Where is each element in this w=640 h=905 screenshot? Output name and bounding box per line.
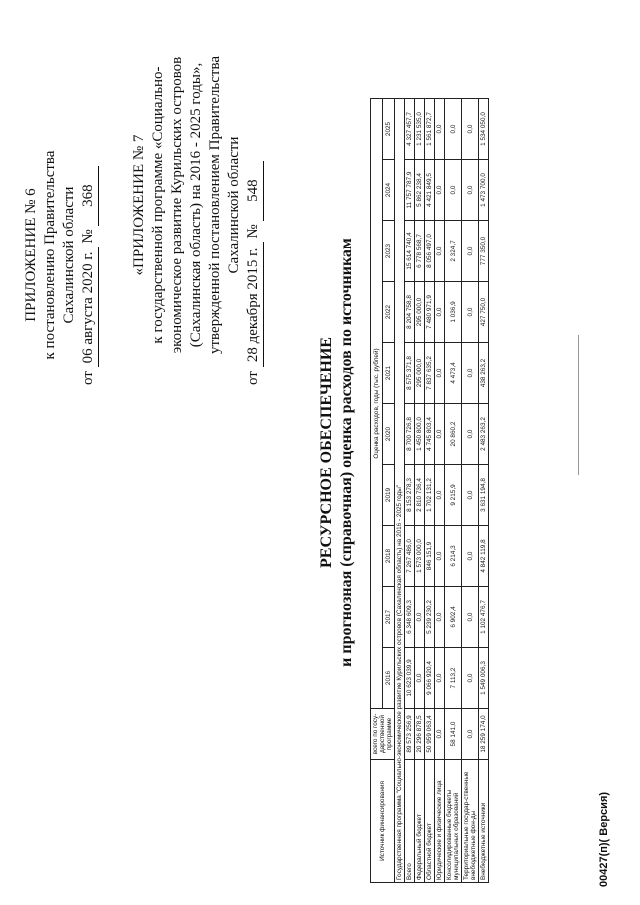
year-value-cell: 4 473,4 xyxy=(445,343,462,404)
year-value-cell: 9 215,9 xyxy=(445,465,462,526)
row-source-label: Внебюджетные источники xyxy=(479,760,489,883)
row-source-label: Федеральный бюджет xyxy=(415,760,425,883)
appendix-7-line: Сахалинской области xyxy=(226,136,242,274)
year-value-cell: 0,0 xyxy=(462,465,479,526)
year-value-cell: 0,0 xyxy=(445,160,462,221)
appendix-6-line: Сахалинской области xyxy=(61,186,77,324)
appendix-6-header xyxy=(22,125,99,385)
year-value-cell: 438 263,2 xyxy=(479,343,489,404)
row-total-cell: 18 259 174,0 xyxy=(479,709,489,760)
year-value-cell: 1 231 535,0 xyxy=(415,99,425,160)
year-value-cell: 7 113,2 xyxy=(445,648,462,709)
row-total-cell: 50 959 063,4 xyxy=(425,709,435,760)
number-prefix: № xyxy=(80,229,96,244)
year-value-cell: 0,0 xyxy=(415,648,425,709)
year-value-cell: 1 450 800,0 xyxy=(415,404,425,465)
appendix-6-date: 06 августа 2020 г. xyxy=(79,247,99,367)
year-value-cell: 1 549 006,3 xyxy=(479,648,489,709)
year-value-cell: 3 631 194,8 xyxy=(479,465,489,526)
row-source-label: Территориальные государ-ственные внебюджетные фон-ды xyxy=(462,760,479,883)
appendix-7-date: 28 декабря 2015 г. xyxy=(244,242,264,367)
year-value-cell: 427 750,0 xyxy=(479,282,489,343)
row-total-cell: 0,0 xyxy=(462,709,479,760)
year-header: 2022 xyxy=(383,282,395,343)
appendix-6-title: ПРИЛОЖЕНИЕ № 6 xyxy=(23,188,39,322)
year-value-cell: 295 000,0 xyxy=(415,343,425,404)
year-value-cell: 6 902,4 xyxy=(445,587,462,648)
year-header: 2021 xyxy=(383,343,395,404)
year-value-cell: 0,0 xyxy=(462,282,479,343)
doc-subtitle: и прогнозная (справочная) оценка расходов по источникам xyxy=(338,238,355,667)
year-value-cell: 1 561 872,7 xyxy=(425,99,435,160)
year-value-cell: 11 757 787,9 xyxy=(405,160,415,221)
table-row xyxy=(425,99,435,883)
year-header: 2016 xyxy=(383,648,395,709)
year-value-cell: 6 214,3 xyxy=(445,526,462,587)
year-value-cell: 0,0 xyxy=(462,587,479,648)
year-header: 2020 xyxy=(383,404,395,465)
table-row xyxy=(435,99,445,883)
doc-title: РЕСУРСНОЕ ОБЕСПЕЧЕНИЕ xyxy=(318,337,335,568)
year-value-cell: 4 842 119,8 xyxy=(479,526,489,587)
year-value-cell: 1 102 476,7 xyxy=(479,587,489,648)
appendix-7-line: (Сахалинская область) на 2016 - 2025 годы», xyxy=(188,62,204,348)
year-value-cell: 0,0 xyxy=(462,343,479,404)
appendix-7-line: утвержденной постановлением Правительства xyxy=(207,55,223,355)
year-value-cell: 0,0 xyxy=(435,282,445,343)
appendix-7-header xyxy=(130,25,264,385)
year-value-cell: 0,0 xyxy=(435,465,445,526)
year-value-cell: 4 745 803,4 xyxy=(425,404,435,465)
date-prefix: от xyxy=(80,371,96,385)
appendix-7-title: «ПРИЛОЖЕНИЕ № 7 xyxy=(131,134,147,276)
date-prefix: от xyxy=(245,371,261,385)
year-value-cell: 0,0 xyxy=(435,648,445,709)
row-total-cell: 20 296 878,5 xyxy=(415,709,425,760)
year-value-cell: 1 534 050,0 xyxy=(479,99,489,160)
program-section-row: Государственная программа "Социально-экономическое развитие Курильских островов (Сахалинская область) на 2016 - 2025 годы" xyxy=(395,99,405,883)
row-total-cell: 89 573 256,9 xyxy=(405,709,415,760)
document-code: 00427(п)( Версия) xyxy=(598,791,610,887)
row-total-cell: 58 141,0 xyxy=(445,709,462,760)
row-source-label: Всего xyxy=(405,760,415,883)
year-value-cell: 0,0 xyxy=(462,221,479,282)
year-value-cell: 15 614 740,4 xyxy=(405,221,415,282)
appendix-7-line: к государственной программе «Социально- xyxy=(150,66,166,344)
year-value-cell: 0,0 xyxy=(462,648,479,709)
row-source-label: Областной бюджет xyxy=(425,760,435,883)
year-value-cell: 777 350,0 xyxy=(479,221,489,282)
row-total-cell: 0,0 xyxy=(435,709,445,760)
year-value-cell: 8 575 371,8 xyxy=(405,343,415,404)
year-value-cell: 10 623 039,9 xyxy=(405,648,415,709)
year-header: 2025 xyxy=(383,99,395,160)
col-total-header: всего по госу-дарственной программе xyxy=(371,709,395,760)
year-value-cell: 2 810 736,4 xyxy=(415,465,425,526)
year-value-cell: 6 778 568,7 xyxy=(415,221,425,282)
year-value-cell: 8 700 726,8 xyxy=(405,404,415,465)
year-value-cell: 7 480 971,9 xyxy=(425,282,435,343)
year-value-cell: 6 348 609,3 xyxy=(405,587,415,648)
year-value-cell: 0,0 xyxy=(435,526,445,587)
col-years-group-header: Оценка расходов, годы (тыс. рублей) xyxy=(371,99,383,709)
appendix-6-line: к постановлению Правительства xyxy=(42,150,58,360)
year-value-cell: 7 267 486,0 xyxy=(405,526,415,587)
row-source-label: Юридические и физические лица xyxy=(435,760,445,883)
year-header: 2019 xyxy=(383,465,395,526)
year-header: 2018 xyxy=(383,526,395,587)
year-header: 2017 xyxy=(383,587,395,648)
year-value-cell: 0,0 xyxy=(435,221,445,282)
year-value-cell: 0,0 xyxy=(435,404,445,465)
table-row xyxy=(445,99,462,883)
table-row xyxy=(415,99,425,883)
year-value-cell: 0,0 xyxy=(435,343,445,404)
year-value-cell: 1 473 700,0 xyxy=(479,160,489,221)
year-value-cell: 1 573 000,0 xyxy=(415,526,425,587)
divider xyxy=(578,335,579,475)
year-value-cell: 4 327 457,7 xyxy=(405,99,415,160)
row-source-label: Консолидированные бюджеты муниципальных образований xyxy=(445,760,462,883)
year-value-cell: 846 151,9 xyxy=(425,526,435,587)
year-value-cell: 8 056 497,0 xyxy=(425,221,435,282)
appendix-6-number: 368 xyxy=(79,166,99,226)
resource-table xyxy=(370,98,489,883)
year-header: 2023 xyxy=(383,221,395,282)
year-value-cell: 0,0 xyxy=(462,99,479,160)
year-value-cell: 20 860,2 xyxy=(445,404,462,465)
year-value-cell: 2 324,7 xyxy=(445,221,462,282)
year-value-cell: 2 483 263,2 xyxy=(479,404,489,465)
appendix-7-line: экономическое развитие Курильских островов xyxy=(169,56,185,354)
year-value-cell: 1 702 131,2 xyxy=(425,465,435,526)
year-value-cell: 1 036,9 xyxy=(445,282,462,343)
year-value-cell: 0,0 xyxy=(435,587,445,648)
year-value-cell: 7 837 635,2 xyxy=(425,343,435,404)
year-value-cell: 0,0 xyxy=(462,160,479,221)
year-value-cell: 5 239 230,2 xyxy=(425,587,435,648)
year-value-cell: 8 153 278,3 xyxy=(405,465,415,526)
year-value-cell: 9 066 920,4 xyxy=(425,648,435,709)
year-value-cell: 0,0 xyxy=(415,587,425,648)
table-row xyxy=(462,99,479,883)
year-value-cell: 0,0 xyxy=(462,404,479,465)
year-value-cell: 5 862 238,4 xyxy=(415,160,425,221)
year-value-cell: 0,0 xyxy=(435,160,445,221)
number-prefix: № xyxy=(245,224,261,239)
year-value-cell: 0,0 xyxy=(445,99,462,160)
year-value-cell: 0,0 xyxy=(435,99,445,160)
year-header: 2024 xyxy=(383,160,395,221)
appendix-7-number: 548 xyxy=(244,161,264,221)
year-value-cell: 4 421 849,5 xyxy=(425,160,435,221)
col-source-header: Источник финансирования xyxy=(371,760,395,883)
year-value-cell: 0,0 xyxy=(462,526,479,587)
year-value-cell: 295 000,0 xyxy=(415,282,425,343)
year-value-cell: 8 204 758,8 xyxy=(405,282,415,343)
table-row xyxy=(405,99,415,883)
table-row xyxy=(479,99,489,883)
